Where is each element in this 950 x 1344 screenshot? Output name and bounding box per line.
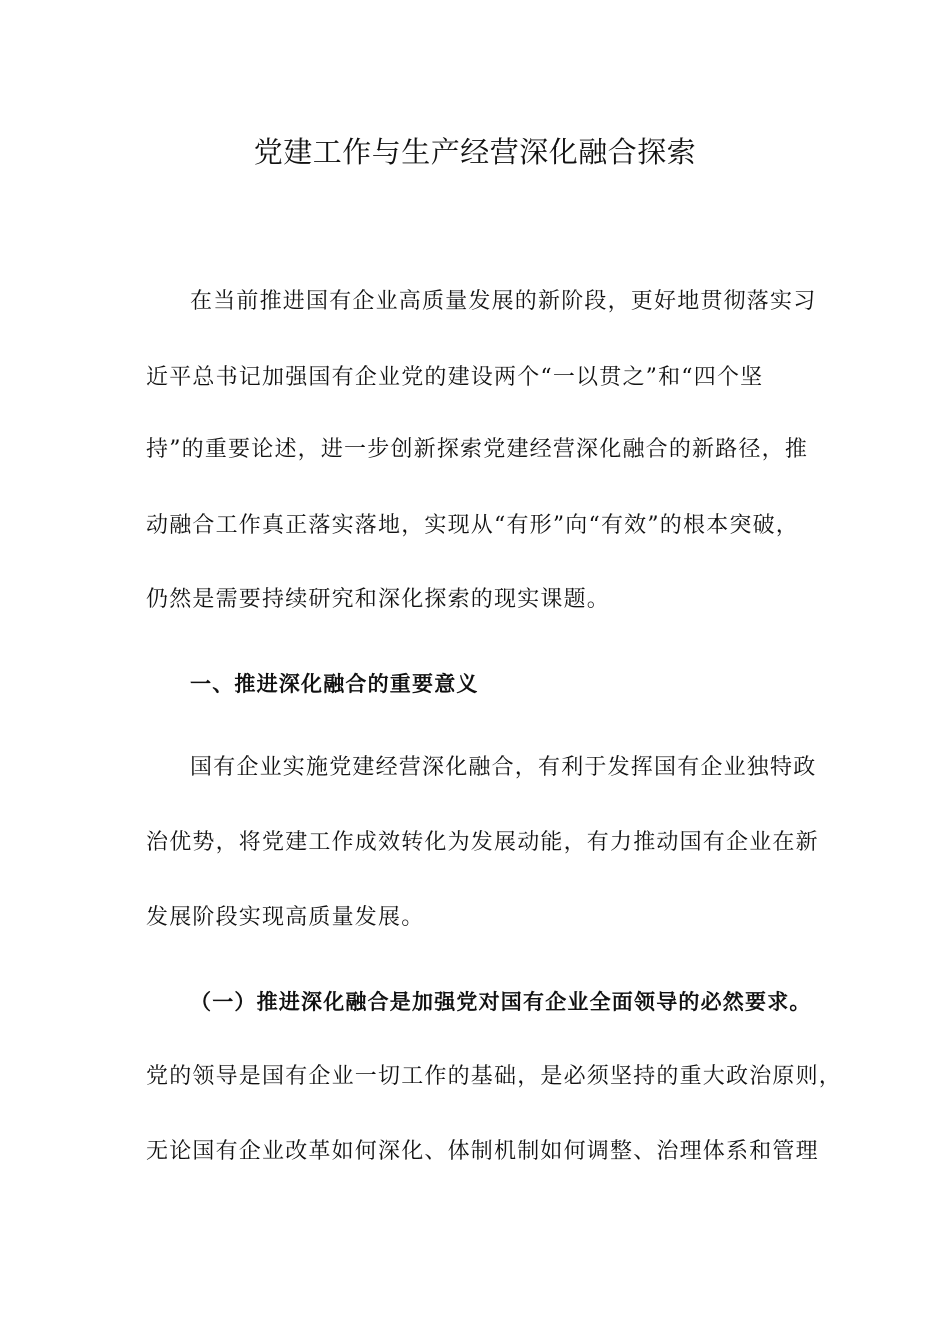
- paragraph-line: 国有企业实施党建经营深化融合，有利于发挥国有企业独特政: [190, 755, 817, 780]
- section-heading: 一、推进深化融合的重要意义: [190, 672, 479, 696]
- paragraph-line: 发展阶段实现高质量发展。: [146, 905, 425, 930]
- paragraph-line: 在当前推进国有企业高质量发展的新阶段，更好地贯彻落实习: [190, 289, 817, 314]
- paragraph-line: 动融合工作真正落实落地，实现从“有形”向“有效”的根本突破，: [146, 513, 799, 538]
- paragraph-line: 持”的重要论述，进一步创新探索党建经营深化融合的新路径，推: [146, 437, 809, 462]
- paragraph-line: 近平总书记加强国有企业党的建设两个“一以贯之”和“四个坚: [146, 365, 764, 390]
- paragraph-line: 无论国有企业改革如何深化、体制机制如何调整、治理体系和管理: [146, 1139, 819, 1164]
- paragraph-line: 党的领导是国有企业一切工作的基础，是必须坚持的重大政治原则，: [146, 1064, 843, 1089]
- paragraph-line: 治优势，将党建工作成效转化为发展动能，有力推动国有企业在新: [146, 830, 819, 855]
- document-title: 党建工作与生产经营深化融合探索: [253, 135, 697, 169]
- paragraph-line: 仍然是需要持续研究和深化探索的现实课题。: [146, 587, 611, 612]
- subsection-heading: （一）推进深化融合是加强党对国有企业全面领导的必然要求。: [190, 990, 812, 1014]
